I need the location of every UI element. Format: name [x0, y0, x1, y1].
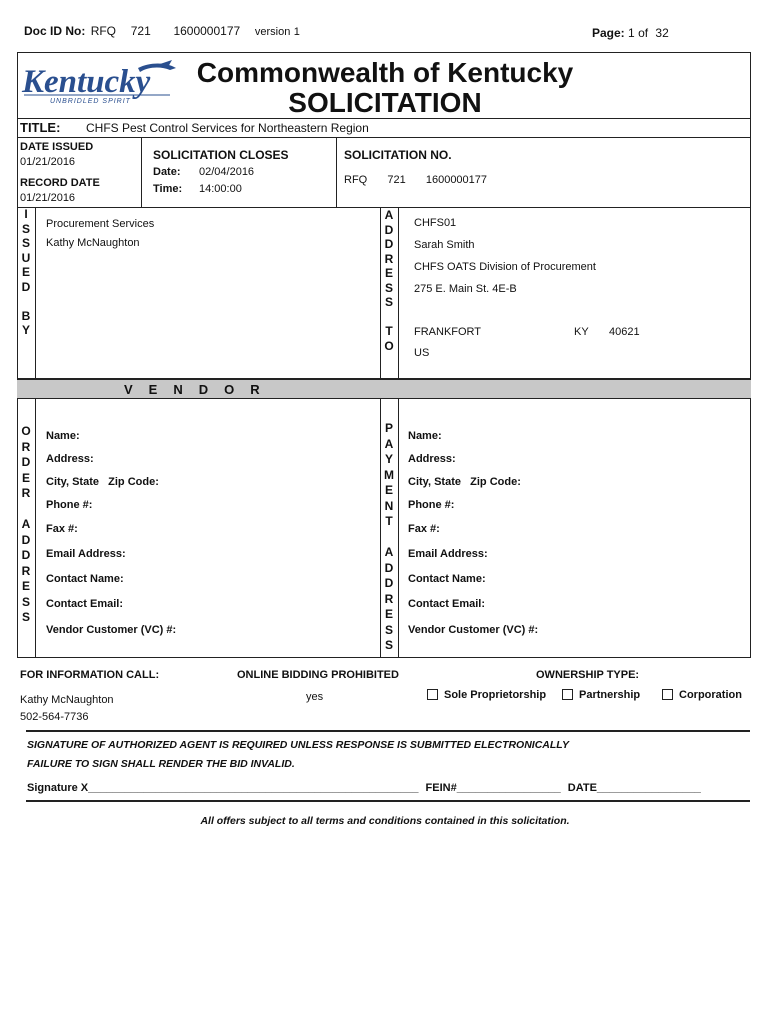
- partnership-checkbox[interactable]: [562, 689, 573, 700]
- page-label: Page:: [592, 26, 625, 40]
- vertical-letter: R: [21, 486, 31, 500]
- vertical-letter: S: [384, 638, 393, 652]
- closes-date-label: Date:: [153, 166, 181, 178]
- vertical-letter: D: [384, 560, 394, 575]
- vertical-letter: R: [384, 251, 394, 266]
- vertical-letter: D: [384, 237, 394, 251]
- vendor-field-label: Phone #:: [408, 499, 455, 511]
- vertical-letter: T: [385, 324, 393, 338]
- doc-dept: 721: [130, 24, 151, 38]
- page-of: of: [638, 26, 649, 40]
- vertical-letter: [20, 502, 32, 518]
- vendor-field-label: Contact Email:: [46, 598, 124, 610]
- title-row: [20, 120, 60, 135]
- vertical-letter: B: [21, 308, 31, 323]
- version-value: 1: [293, 26, 300, 38]
- closes-label: SOLICITATION CLOSES: [153, 148, 289, 162]
- date-issued-label: DATE ISSUED: [20, 141, 94, 153]
- vendor-field-label: Address:: [46, 453, 94, 465]
- doc-id-line: [24, 24, 300, 38]
- closes-date-value: 02/04/2016: [199, 166, 255, 178]
- vendor-field-label: Vendor Customer (VC) #:: [408, 624, 539, 636]
- vendor-field-label: Fax #:: [408, 523, 440, 535]
- vertical-letter: U: [21, 250, 31, 265]
- kentucky-logo-image: [20, 58, 180, 106]
- partnership-label: Partnership: [579, 689, 641, 701]
- payment-address-vertical-label: [383, 421, 395, 654]
- vertical-letter: [383, 310, 395, 325]
- version-label: version: [254, 26, 291, 38]
- vertical-letter: T: [385, 514, 393, 528]
- title-label: TITLE:: [20, 120, 61, 135]
- vertical-letter: A: [21, 517, 31, 531]
- sol-no-type: RFQ: [344, 174, 368, 186]
- vertical-letter: R: [21, 563, 31, 578]
- signature-line[interactable]: [27, 782, 701, 794]
- corporation-label: Corporation: [679, 689, 742, 701]
- doc-id-label: Doc ID No:: [24, 24, 86, 38]
- vertical-letter: [20, 294, 32, 309]
- corporation-checkbox[interactable]: [662, 689, 673, 700]
- info-contact-phone: 502-564-7736: [20, 711, 89, 723]
- logo-name: Kentucky: [22, 64, 151, 100]
- record-date-label: RECORD DATE: [20, 177, 100, 189]
- vertical-letter: D: [21, 548, 31, 562]
- vertical-letter: P: [384, 421, 393, 435]
- logo-tagline: UNBRIDLED SPIRIT: [50, 98, 131, 105]
- vertical-letter: D: [21, 455, 31, 469]
- vertical-letter: [383, 530, 395, 546]
- vertical-letter: E: [384, 483, 393, 497]
- vendor-field-label: Email Address:: [408, 548, 488, 560]
- address-to-street: 275 E. Main St. 4E-B: [414, 283, 517, 295]
- vendor-field-label: Name:: [408, 430, 442, 442]
- vertical-letter: S: [21, 221, 30, 236]
- kentucky-logo: [20, 58, 180, 106]
- vertical-letter: E: [384, 607, 393, 621]
- vendor-field-label: Fax #:: [46, 523, 78, 535]
- sol-no-dept: 721: [387, 174, 406, 186]
- vertical-letter: S: [21, 236, 30, 250]
- vertical-letter: D: [384, 576, 394, 590]
- vertical-letter: D: [21, 279, 31, 294]
- doc-type: RFQ: [90, 24, 117, 38]
- online-bidding-value: yes: [306, 691, 324, 703]
- address-to-city: FRANKFORT: [414, 326, 482, 338]
- vertical-letter: S: [384, 622, 393, 637]
- address-to-country: US: [414, 347, 430, 359]
- vendor-field-label: Phone #:: [46, 499, 93, 511]
- vertical-letter: A: [384, 545, 394, 559]
- address-to-state: KY: [574, 326, 589, 338]
- vendor-field-label: Vendor Customer (VC) #:: [46, 624, 177, 636]
- vertical-letter: A: [384, 208, 394, 222]
- address-to-contact: Sarah Smith: [414, 239, 475, 251]
- sol-no-number: 1600000177: [425, 174, 488, 186]
- title-line-1: Commonwealth of Kentucky: [196, 57, 574, 88]
- vertical-letter: S: [384, 295, 393, 309]
- vertical-letter: O: [21, 424, 31, 438]
- vertical-letter: E: [21, 579, 30, 593]
- page-title: [175, 58, 595, 118]
- ownership-label: OWNERSHIP TYPE:: [536, 669, 640, 681]
- signature-notice-1: SIGNATURE OF AUTHORIZED AGENT IS REQUIRED UNLESS RESPONSE IS SUBMITTED ELECTRONICALLY: [27, 739, 569, 751]
- vendor-field-label: Email Address:: [46, 548, 126, 560]
- page-number: [592, 26, 669, 40]
- vendor-field-label: Address:: [408, 453, 456, 465]
- issued-by-line-2: Kathy McNaughton: [46, 237, 140, 249]
- address-to-code: CHFS01: [414, 217, 457, 229]
- address-to-division: CHFS OATS Division of Procurement: [414, 261, 596, 273]
- vendor-band: [17, 379, 751, 399]
- sole-proprietorship-checkbox[interactable]: [427, 689, 438, 700]
- vertical-letter: O: [384, 338, 394, 353]
- vertical-letter: A: [384, 436, 394, 451]
- vertical-letter: S: [21, 610, 30, 624]
- vertical-letter: S: [21, 594, 30, 609]
- vertical-letter: R: [384, 591, 394, 606]
- vertical-letter: E: [21, 470, 30, 485]
- vendor-field-label: Name:: [46, 430, 80, 442]
- vertical-letter: E: [384, 266, 393, 280]
- doc-number: 1600000177: [173, 24, 241, 38]
- closes-time-value: 14:00:00: [199, 183, 242, 195]
- record-date-value: 01/21/2016: [20, 192, 76, 204]
- info-call-label: FOR INFORMATION CALL:: [20, 669, 160, 681]
- date-field[interactable]: DATE_________________: [567, 782, 701, 794]
- info-contact-name: Kathy McNaughton: [20, 694, 114, 706]
- vertical-letter: Y: [384, 452, 393, 466]
- footer-note: All offers subject to all terms and conditions contained in this solicitation.: [200, 815, 570, 827]
- vertical-letter: E: [21, 265, 30, 279]
- issued-by-vertical-label: [20, 207, 32, 338]
- title-line-2: SOLICITATION: [288, 87, 482, 118]
- sole-proprietorship-label: Sole Proprietorship: [444, 689, 547, 701]
- vendor-field-label: Contact Name:: [46, 573, 124, 585]
- online-bidding-label: ONLINE BIDDING PROHIBITED: [237, 669, 399, 681]
- title-value: CHFS Pest Control Services for Northeastern Region: [86, 121, 369, 135]
- signature-field[interactable]: Signature X______________________________________________________: [27, 782, 419, 794]
- order-address-vertical-label: [20, 424, 32, 626]
- issued-by-line-1: Procurement Services: [46, 218, 155, 230]
- vendor-field-label: City, State Zip Code:: [46, 476, 159, 488]
- signature-notice-2: FAILURE TO SIGN SHALL RENDER THE BID INVALID.: [27, 758, 295, 770]
- vendor-field-label: Contact Email:: [408, 598, 486, 610]
- fein-field[interactable]: FEIN#_________________: [425, 782, 561, 794]
- address-to-zip: 40621: [609, 326, 640, 338]
- page-current: 1: [628, 26, 635, 40]
- address-to-vertical-label: [383, 208, 395, 353]
- vertical-letter: M: [384, 467, 394, 482]
- vertical-letter: N: [384, 498, 394, 513]
- vertical-letter: D: [384, 222, 394, 237]
- date-issued-value: 01/21/2016: [20, 156, 76, 168]
- vertical-letter: R: [21, 439, 31, 454]
- closes-time-label: Time:: [153, 183, 183, 195]
- ownership-sole[interactable]: [427, 689, 546, 701]
- vendor-field-label: Contact Name:: [408, 573, 486, 585]
- sol-no-label: SOLICITATION NO.: [344, 148, 452, 162]
- vertical-letter: D: [21, 532, 31, 547]
- vendor-band-label: VENDOR: [124, 382, 276, 397]
- vendor-field-label: City, State Zip Code:: [408, 476, 521, 488]
- ownership-partnership[interactable]: [562, 689, 640, 701]
- ownership-corporation[interactable]: [662, 689, 742, 701]
- sol-no-value: [344, 174, 487, 186]
- vertical-letter: Y: [21, 323, 30, 337]
- page-total: 32: [655, 26, 669, 40]
- vertical-letter: I: [24, 207, 28, 221]
- vertical-letter: S: [384, 280, 393, 295]
